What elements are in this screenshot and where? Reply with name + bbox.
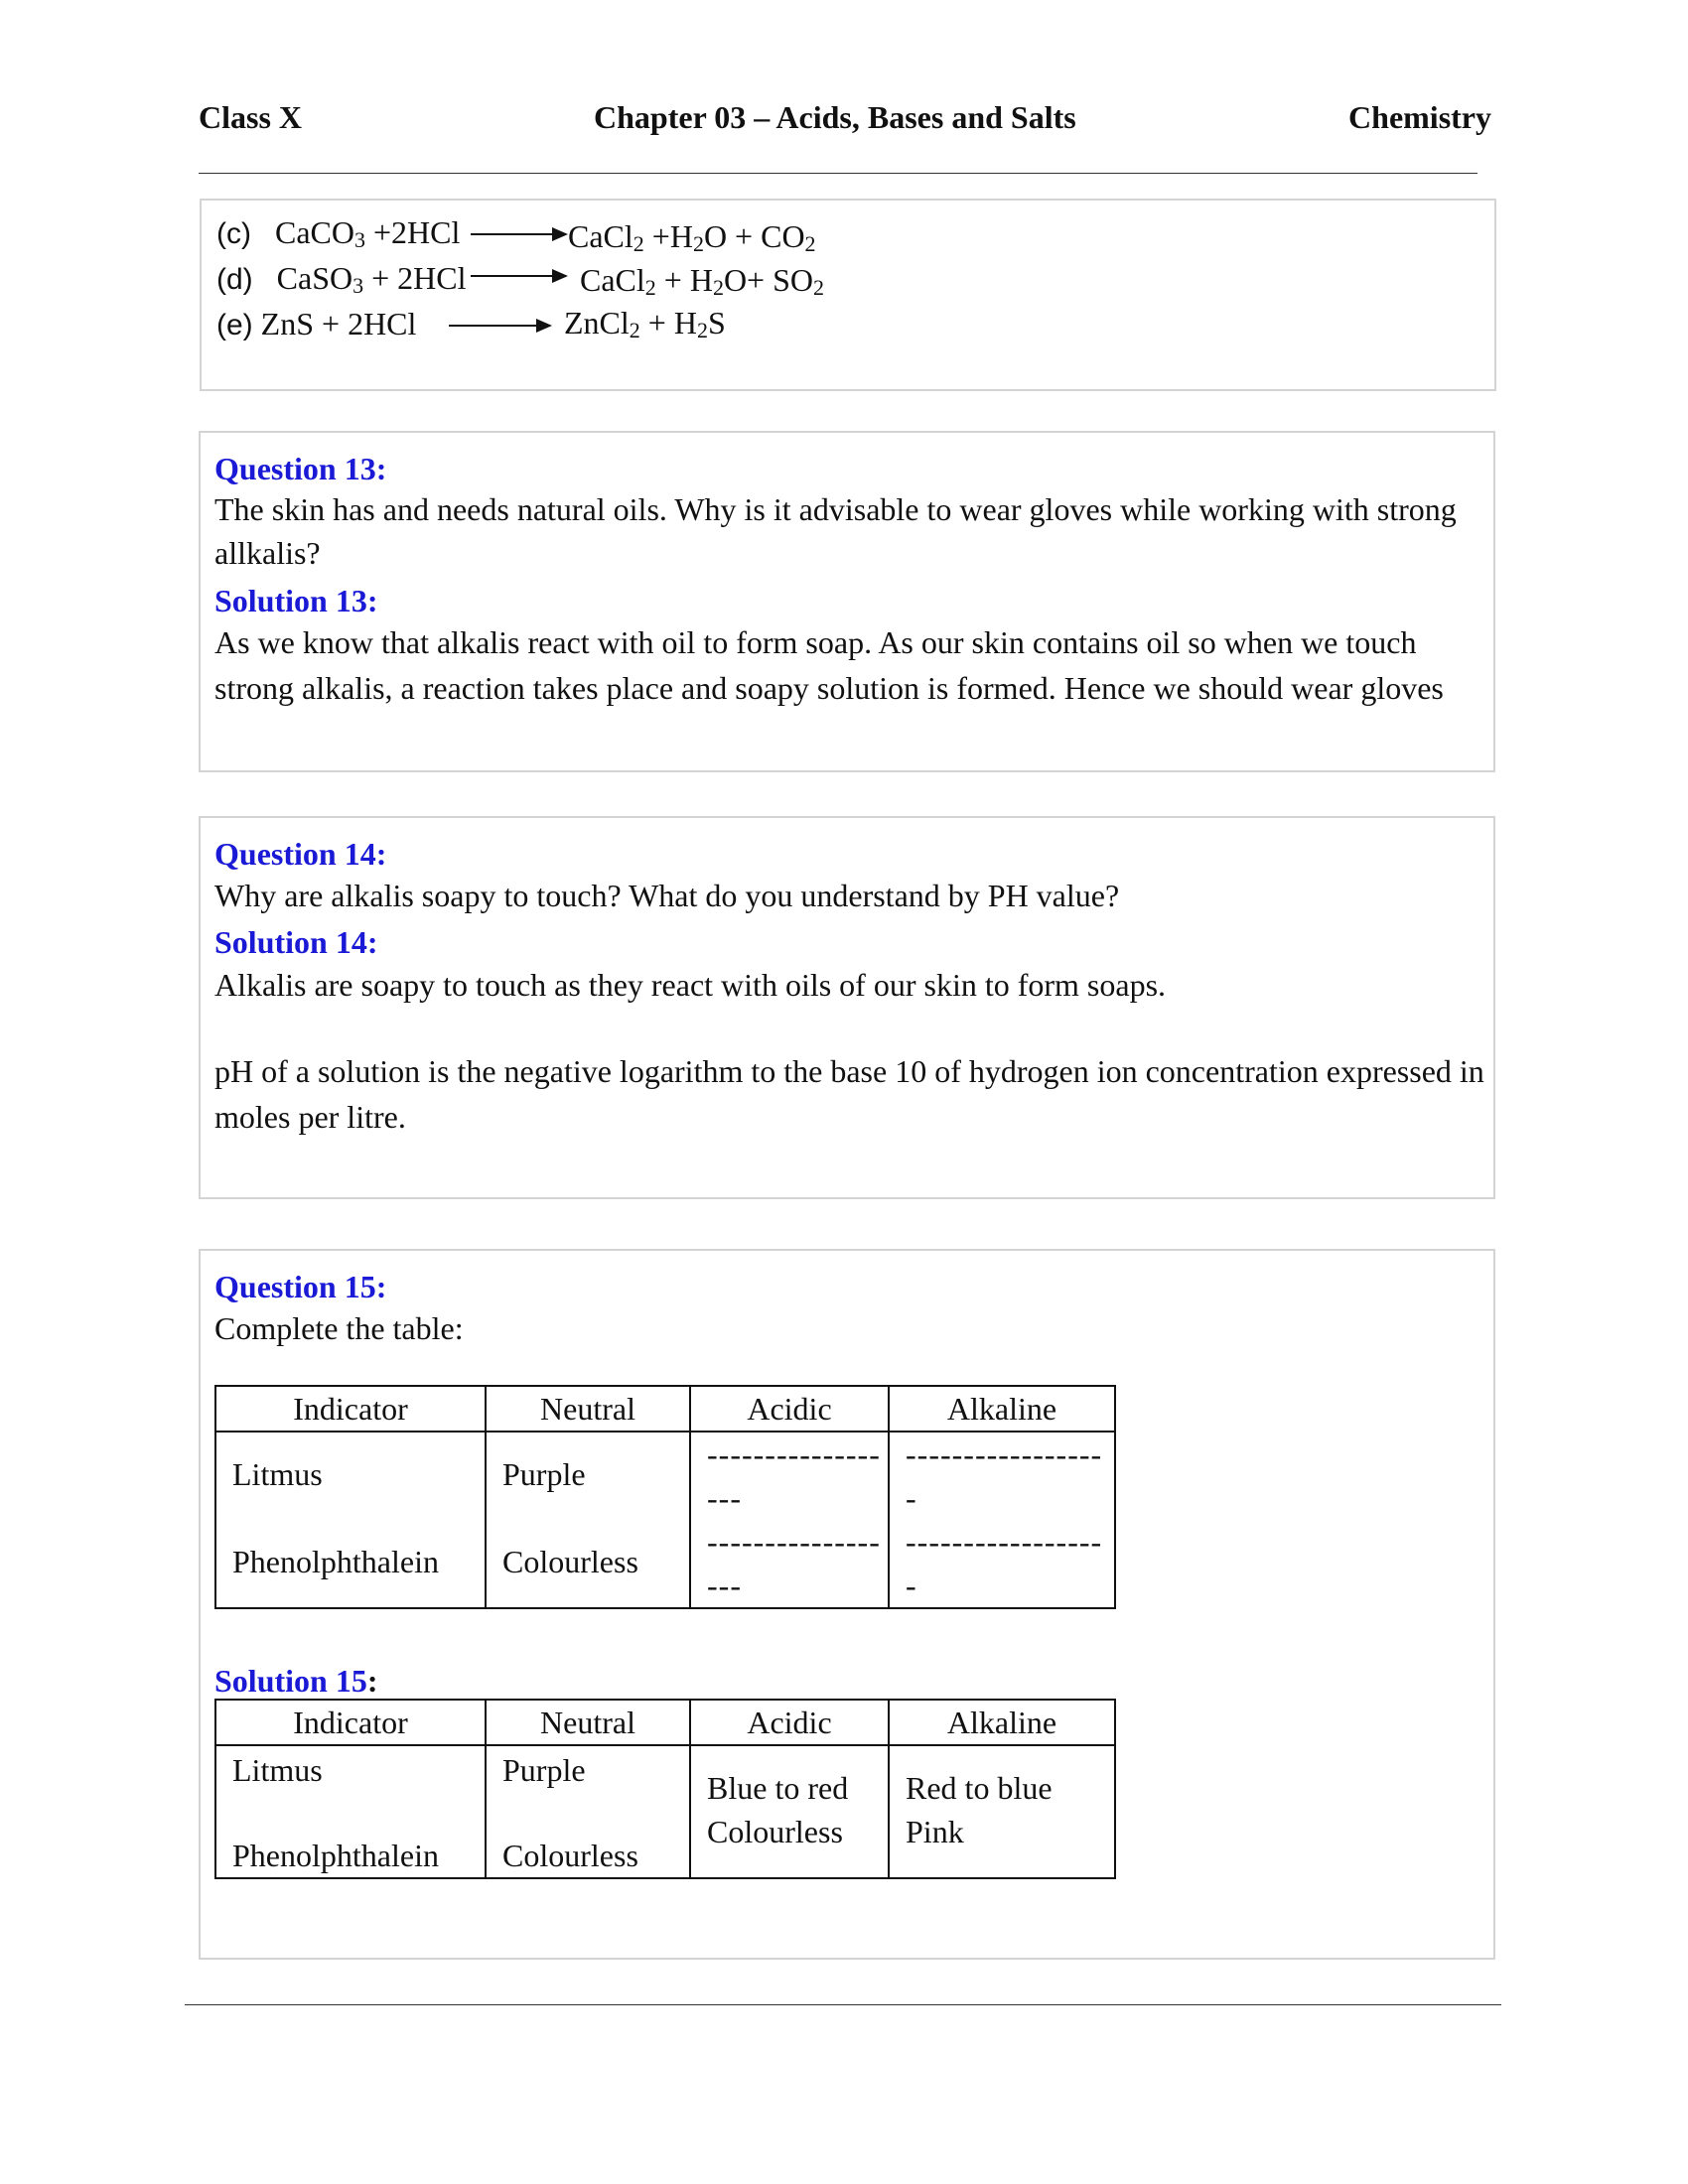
header-neutral: Neutral	[486, 1700, 690, 1745]
reaction-arrow	[471, 233, 566, 235]
reaction-d-products: CaCl$_2$ + $H_2O+ SO_2$	[580, 262, 824, 300]
header-acidic: Acidic	[690, 1386, 889, 1432]
header-alkaline: Alkaline	[889, 1700, 1115, 1745]
question-15-text: Complete the table:	[214, 1310, 464, 1346]
indicator-litmus: Litmus	[232, 1752, 323, 1788]
header-chapter-title: Chapter 03 – Acids, Bases and Salts	[594, 99, 1076, 135]
neutral-phenolphthalein: Colourless	[502, 1838, 638, 1873]
reaction-label: (d)	[216, 263, 253, 296]
question-14-text: Why are alkalis soapy to touch? What do you understand by PH value?	[214, 878, 1120, 913]
header-divider	[199, 173, 1477, 174]
reaction-e: (e) ZnS + 2HCl	[216, 306, 417, 341]
footer-divider	[185, 2004, 1501, 2005]
neutral-phenolphthalein: Colourless	[502, 1544, 638, 1579]
acidic-blank: ---	[707, 1568, 742, 1603]
reaction-c-products: CaCl$_2$ $+H_2O + CO_2$	[568, 218, 816, 256]
acidic-blank: ---------------	[707, 1524, 881, 1560]
header-class: Class X	[199, 99, 303, 135]
question-15-label: Question 15:	[214, 1269, 387, 1304]
solution-15-table	[214, 1699, 1116, 1879]
indicator-phenolphthalein: Phenolphthalein	[232, 1838, 439, 1873]
question-13-label: Question 13:	[214, 451, 387, 486]
alkaline-blank: -----------------	[906, 1436, 1103, 1472]
header-neutral: Neutral	[486, 1386, 690, 1432]
reaction-d: (d) CaSO$_3$ + 2HCl	[216, 260, 467, 298]
acidic-phenolphthalein: Colourless	[707, 1814, 843, 1849]
reaction-e-products: ZnCl$_2$ + $H_2S$	[564, 305, 726, 342]
reaction-label: (e)	[216, 309, 253, 341]
acidic-blank: ---	[707, 1480, 742, 1516]
alkaline-blank: -----------------	[906, 1524, 1103, 1560]
table-header-row	[215, 1700, 1115, 1745]
header-alkaline: Alkaline	[889, 1386, 1115, 1432]
header-indicator: Indicator	[215, 1700, 486, 1745]
indicator-litmus: Litmus	[232, 1456, 323, 1492]
alkaline-blank: -	[906, 1568, 917, 1603]
solution-13-label: Solution 13:	[214, 583, 378, 618]
reaction-arrow	[449, 325, 550, 327]
table-row	[215, 1745, 1115, 1878]
header-subject: Chemistry	[1348, 99, 1491, 135]
question-15-table	[214, 1385, 1116, 1609]
alkaline-phenolphthalein: Pink	[906, 1814, 964, 1849]
solution-14-text-2: pH of a solution is the negative logarithm to the base 10 of hydrogen ion concentration expressed in moles per litre.	[214, 1053, 1484, 1135]
alkaline-blank: -	[906, 1480, 917, 1516]
reaction-c: (c) CaCO$_3$ +2HCl	[216, 214, 461, 252]
indicator-phenolphthalein: Phenolphthalein	[232, 1544, 439, 1579]
table-header-row	[215, 1386, 1115, 1432]
acidic-litmus: Blue to red	[707, 1770, 849, 1806]
table-row	[215, 1432, 1115, 1608]
question-13-text: The skin has and needs natural oils. Why is it advisable to wear gloves while working with strong allkalis?	[214, 491, 1457, 571]
header-acidic: Acidic	[690, 1700, 889, 1745]
solution-14-label: Solution 14:	[214, 924, 378, 960]
acidic-blank: ---------------	[707, 1436, 881, 1472]
neutral-litmus: Purple	[502, 1752, 586, 1788]
reaction-arrow	[471, 275, 566, 277]
header-indicator: Indicator	[215, 1386, 486, 1432]
alkaline-litmus: Red to blue	[906, 1770, 1053, 1806]
question-14-label: Question 14:	[214, 836, 387, 872]
neutral-litmus: Purple	[502, 1456, 586, 1492]
solution-15-label: Solution 15:	[214, 1663, 378, 1699]
reaction-label: (c)	[216, 217, 251, 250]
solution-14-text-1: Alkalis are soapy to touch as they react with oils of our skin to form soaps.	[214, 967, 1167, 1003]
solution-13-text: As we know that alkalis react with oil to form soap. As our skin contains oil so when we touch strong alkalis, a reaction takes place and soapy solution is formed. Hence we should wear gloves	[214, 624, 1444, 706]
question-13-box	[199, 431, 1495, 772]
